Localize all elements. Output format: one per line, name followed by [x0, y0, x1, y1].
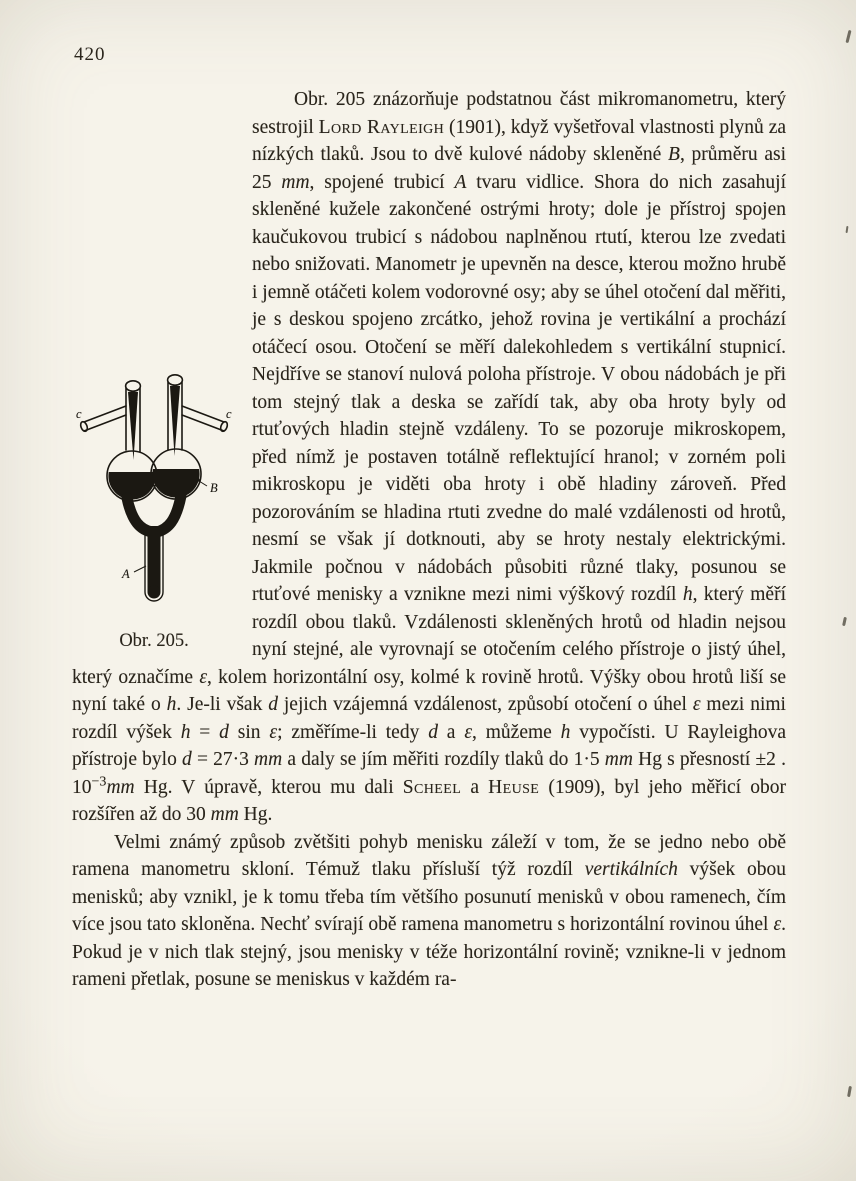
stem-tube	[145, 526, 163, 601]
label-bulb: B	[210, 481, 218, 495]
text-column	[72, 86, 786, 994]
page-number: 420	[74, 44, 106, 65]
right-fork-tube	[157, 496, 181, 532]
label-b-leader	[199, 481, 207, 486]
paragraph-2: Velmi známý způsob zvětšiti pohyb menisku záleží v tom, že se jedno nebo obě ramena manometru skloní. Témuž tlaku přísluší týž rozdíl vertikálních výšek obou menisků; aby vznikl, je k tomu třeba tím většího posunutí menisků v obou ramenech, čím více jsou tato skloněna. Nechť svírají obě ramena manometru s horizontální rovinou úhel ε. Pokud je v nich tlak stejný, jsou menisky v téže horizontální rovině; vznikne-li v jednom rameni přetlak, posune se meniskus v každém ra-	[72, 831, 786, 990]
figure-obr-205	[72, 366, 236, 656]
label-right-arm: c	[226, 407, 232, 421]
scan-artifact	[842, 617, 847, 626]
scan-artifact	[846, 226, 849, 233]
label-stem: A	[122, 567, 130, 581]
apparatus-drawing	[74, 366, 234, 616]
label-left-arm: c	[76, 407, 82, 421]
figure-caption: Obr. 205.	[119, 631, 189, 651]
left-glass-cone	[128, 392, 138, 460]
right-side-arm	[182, 406, 229, 432]
right-glass-cone	[170, 386, 180, 456]
paragraph-1-block	[72, 86, 786, 829]
label-a-leader	[134, 566, 146, 572]
left-side-arm	[79, 406, 126, 432]
scan-artifact	[845, 30, 851, 43]
paragraph-1: Obr. 205 znázorňuje podstatnou část mikromanometru, který sestrojil Lord Rayleigh (1901), když vyšetřoval vlastnosti plynů za nízkých tlaků. Jsou to dvě kulové nádoby skleněné B, průměru asi 25 mm, spojené trubicí A tvaru vidlice. Shora do nich zasahují skleněné kužele zakončené ostrými hroty; dole je přístroj spojen kaučukovou trubicí s nádobou naplněnou rtutí, kterou lze zvedati nebo snižovati. Manometr je upevněn na desce, kterou možno hrubě i jemně otáčeti kolem vodorovné osy; aby se úhel otočení dal měřiti, je s deskou spojeno zrcátko, jehož rovina je vertikální a prochází otáčecí osou. Otočení se měří dalekohledem s vertikální stupnicí. Nejdříve se stanoví nulová poloha přístroje. V obou nádobách je při tom stejný tlak a deska se zařídí tak, aby oba hroty byly od rtuťových hladin stejně vzdáleny. To se pozoruje mikroskopem, před nímž je postaven totálně reflektující hranol; v zorném poli mikroskopu je viděti oba hroty i obě hladiny zároveň. Před pozorováním se hladina rtuti zvedne do malé vzdálenosti od hrotů, nesmí se však jí dotknouti, aby se hroty nestaly elektrickými. Jakmile počnou v nádobách působiti různé tlaky, posunou se rtuťové menisky a vznikne mezi nimi výškový rozdíl h, který měří rozdíl obou tlaků. Vzdálenosti skleněných hrotů od hladin nejsou nyní stejné, ale vyrovnají se otočením celého přístroje o jistý úhel, který označíme ε, kolem horizontální osy, kolmé k rovině hrotů. Výšky obou hrotů liší se nyní také o h. Je-li však d jejich vzájemná vzdálenost, způsobí otočení o úhel ε mezi nimi rozdíl výšek h = d sin ε; změříme-li tedy d a ε, můžeme h vypočísti. U Rayleighova přístroje bylo d = 27·3 mm a daly se jím měřiti rozdíly tlaků do 1·5 mm Hg s přesností ±2 . $10^{-3}mm$ Hg. V úpravě, kterou mu dali Scheel a Heuse (1909), byl jeho měřicí obor rozšířen až do 30 mm Hg.	[72, 89, 787, 825]
scan-artifact	[847, 1086, 852, 1097]
